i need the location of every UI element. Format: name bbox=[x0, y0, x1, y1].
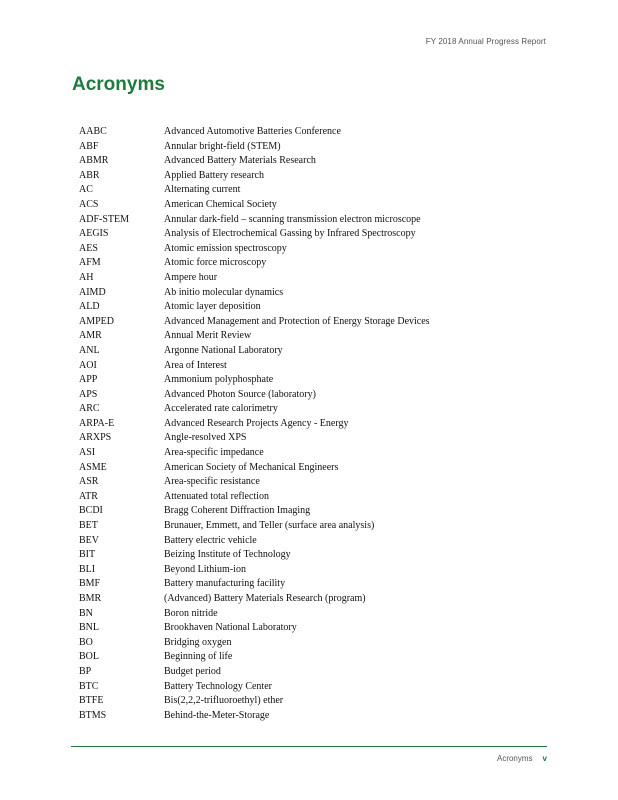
acronym-abbreviation: ABMR bbox=[79, 155, 109, 167]
acronym-row bbox=[79, 461, 549, 476]
acronym-definition: Ampere hour bbox=[164, 271, 218, 283]
acronym-row bbox=[79, 198, 549, 213]
acronym-row bbox=[79, 140, 549, 155]
acronym-abbreviation: BO bbox=[79, 636, 93, 648]
acronym-abbreviation: ALD bbox=[79, 301, 100, 313]
acronym-abbreviation: AABC bbox=[79, 126, 107, 137]
acronym-abbreviation: BTFE bbox=[79, 695, 104, 707]
acronym-abbreviation: ADF-STEM bbox=[79, 213, 130, 225]
acronym-abbreviation: APS bbox=[79, 388, 98, 400]
acronym-definition: Advanced Photon Source (laboratory) bbox=[164, 388, 316, 400]
acronym-abbreviation: AES bbox=[79, 242, 98, 254]
acronym-row bbox=[79, 636, 549, 651]
acronym-abbreviation: ASME bbox=[79, 461, 107, 473]
acronym-definition: Ab initio molecular dynamics bbox=[164, 286, 284, 298]
acronym-definition: Brookhaven National Laboratory bbox=[164, 622, 297, 634]
acronym-definition: Beginning of life bbox=[164, 651, 233, 663]
acronym-definition: Brunauer, Emmett, and Teller (surface area analysis) bbox=[164, 520, 375, 532]
acronym-row bbox=[79, 577, 549, 592]
acronym-abbreviation: AMR bbox=[79, 330, 102, 342]
acronym-row bbox=[79, 256, 549, 271]
acronym-abbreviation: ARC bbox=[79, 403, 100, 415]
acronym-definition: Beyond Lithium-ion bbox=[164, 563, 246, 575]
acronym-abbreviation: ABF bbox=[79, 140, 99, 152]
acronym-definition: Advanced Automotive Batteries Conference bbox=[164, 126, 341, 137]
acronym-list bbox=[79, 125, 549, 723]
acronym-row bbox=[79, 227, 549, 242]
acronym-abbreviation: AMPED bbox=[79, 315, 115, 327]
acronym-abbreviation: ACS bbox=[79, 198, 99, 210]
acronym-row bbox=[79, 213, 549, 228]
acronym-abbreviation: AIMD bbox=[79, 286, 106, 298]
acronym-abbreviation: ATR bbox=[79, 490, 98, 502]
acronym-definition: Annular dark-field – scanning transmission electron microscope bbox=[164, 213, 421, 225]
acronym-abbreviation: ABR bbox=[79, 169, 100, 181]
page-number: v bbox=[542, 754, 547, 763]
acronym-row bbox=[79, 621, 549, 636]
acronym-definition: Annual Merit Review bbox=[164, 330, 252, 342]
acronym-row bbox=[79, 490, 549, 505]
page-footer bbox=[497, 754, 547, 763]
acronym-row bbox=[79, 402, 549, 417]
acronym-row bbox=[79, 709, 549, 724]
acronym-abbreviation: BOL bbox=[79, 651, 99, 663]
acronym-row bbox=[79, 373, 549, 388]
acronym-definition: Analysis of Electrochemical Gassing by Infrared Spectroscopy bbox=[164, 228, 416, 240]
acronym-row bbox=[79, 446, 549, 461]
acronym-row bbox=[79, 388, 549, 403]
acronym-definition: Annular bright-field (STEM) bbox=[164, 140, 281, 152]
acronym-row bbox=[79, 125, 549, 140]
acronym-abbreviation: AFM bbox=[79, 257, 101, 269]
acronym-abbreviation: ARPA-E bbox=[79, 417, 115, 429]
acronym-row bbox=[79, 344, 549, 359]
acronym-definition: Beizing Institute of Technology bbox=[164, 549, 291, 561]
acronym-abbreviation: ANL bbox=[79, 344, 100, 356]
acronym-definition: Advanced Battery Materials Research bbox=[164, 155, 316, 167]
acronym-abbreviation: AC bbox=[79, 184, 93, 196]
acronym-row bbox=[79, 665, 549, 680]
acronym-row bbox=[79, 504, 549, 519]
acronym-row bbox=[79, 694, 549, 709]
acronym-definition: Advanced Management and Protection of Energy Storage Devices bbox=[164, 315, 430, 327]
acronym-row bbox=[79, 563, 549, 578]
acronym-definition: Bridging oxygen bbox=[164, 636, 232, 648]
acronym-abbreviation: ASI bbox=[79, 447, 96, 459]
acronym-abbreviation: BLI bbox=[79, 563, 96, 575]
acronym-abbreviation: BIT bbox=[79, 549, 96, 561]
acronym-definition: Ammonium polyphosphate bbox=[164, 374, 274, 386]
acronym-definition: Budget period bbox=[164, 665, 221, 677]
acronym-abbreviation: BTMS bbox=[79, 709, 107, 721]
acronym-definition: Battery Technology Center bbox=[164, 680, 272, 692]
acronym-definition: Angle-resolved XPS bbox=[164, 432, 247, 444]
acronym-row bbox=[79, 169, 549, 184]
acronym-abbreviation: BNL bbox=[79, 622, 99, 634]
acronym-row bbox=[79, 650, 549, 665]
acronym-definition: Area of Interest bbox=[164, 359, 227, 371]
acronym-definition: American Society of Mechanical Engineers bbox=[164, 461, 339, 473]
acronym-definition: Argonne National Laboratory bbox=[164, 344, 283, 356]
page-title: Acronyms bbox=[72, 74, 165, 95]
footer-divider bbox=[71, 746, 547, 747]
acronym-definition: Applied Battery research bbox=[164, 169, 264, 181]
acronym-abbreviation: BP bbox=[79, 665, 92, 677]
acronym-row bbox=[79, 359, 549, 374]
acronym-row bbox=[79, 315, 549, 330]
acronym-definition: Battery electric vehicle bbox=[164, 534, 257, 546]
acronym-definition: Bis(2,2,2-trifluoroethyl) ether bbox=[164, 695, 284, 707]
acronym-row bbox=[79, 680, 549, 695]
acronym-definition: American Chemical Society bbox=[164, 198, 277, 210]
acronym-definition: Battery manufacturing facility bbox=[164, 578, 286, 590]
acronym-definition: Atomic emission spectroscopy bbox=[164, 242, 287, 254]
acronym-row bbox=[79, 519, 549, 534]
acronym-row bbox=[79, 475, 549, 490]
acronym-definition: Behind-the-Meter-Storage bbox=[164, 709, 270, 721]
acronym-row bbox=[79, 183, 549, 198]
acronym-definition: Area-specific resistance bbox=[164, 476, 260, 488]
acronym-abbreviation: AOI bbox=[79, 359, 97, 371]
acronym-definition: Attenuated total reflection bbox=[164, 490, 269, 502]
acronym-abbreviation: BET bbox=[79, 520, 98, 532]
acronym-row bbox=[79, 286, 549, 301]
acronym-abbreviation: AEGIS bbox=[79, 228, 109, 240]
acronym-abbreviation: BCDI bbox=[79, 505, 103, 517]
acronym-definition: Boron nitride bbox=[164, 607, 218, 619]
acronym-row bbox=[79, 431, 549, 446]
acronym-abbreviation: BEV bbox=[79, 534, 99, 546]
acronym-abbreviation: BN bbox=[79, 607, 93, 619]
footer-section-label: Acronyms bbox=[496, 754, 533, 763]
acronym-definition: (Advanced) Battery Materials Research (program) bbox=[164, 593, 366, 604]
acronym-abbreviation: AH bbox=[79, 271, 94, 283]
acronym-row bbox=[79, 271, 549, 286]
acronym-abbreviation: ARXPS bbox=[79, 432, 112, 444]
acronym-abbreviation: BTC bbox=[79, 680, 99, 692]
acronym-definition: Atomic force microscopy bbox=[164, 257, 267, 269]
acronym-row bbox=[79, 242, 549, 257]
acronym-definition: Bragg Coherent Diffraction Imaging bbox=[164, 505, 311, 517]
acronym-definition: Advanced Research Projects Agency - Energy bbox=[164, 417, 349, 429]
acronym-abbreviation: BMF bbox=[79, 578, 101, 590]
acronym-definition: Atomic layer deposition bbox=[164, 301, 261, 313]
acronym-definition: Area-specific impedance bbox=[164, 447, 264, 459]
acronym-row bbox=[79, 300, 549, 315]
acronym-row bbox=[79, 534, 549, 549]
acronym-abbreviation: ASR bbox=[79, 476, 99, 488]
acronym-row bbox=[79, 548, 549, 563]
acronym-row bbox=[79, 329, 549, 344]
acronym-row bbox=[79, 607, 549, 622]
acronym-abbreviation: APP bbox=[79, 374, 98, 386]
acronym-abbreviation: BMR bbox=[79, 593, 102, 604]
acronym-row bbox=[79, 592, 549, 607]
acronym-definition: Alternating current bbox=[164, 184, 241, 196]
acronym-row bbox=[79, 417, 549, 432]
acronym-row bbox=[79, 154, 549, 169]
acronym-definition: Accelerated rate calorimetry bbox=[164, 403, 278, 415]
report-header-title: FY 2018 Annual Progress Report bbox=[425, 37, 546, 46]
